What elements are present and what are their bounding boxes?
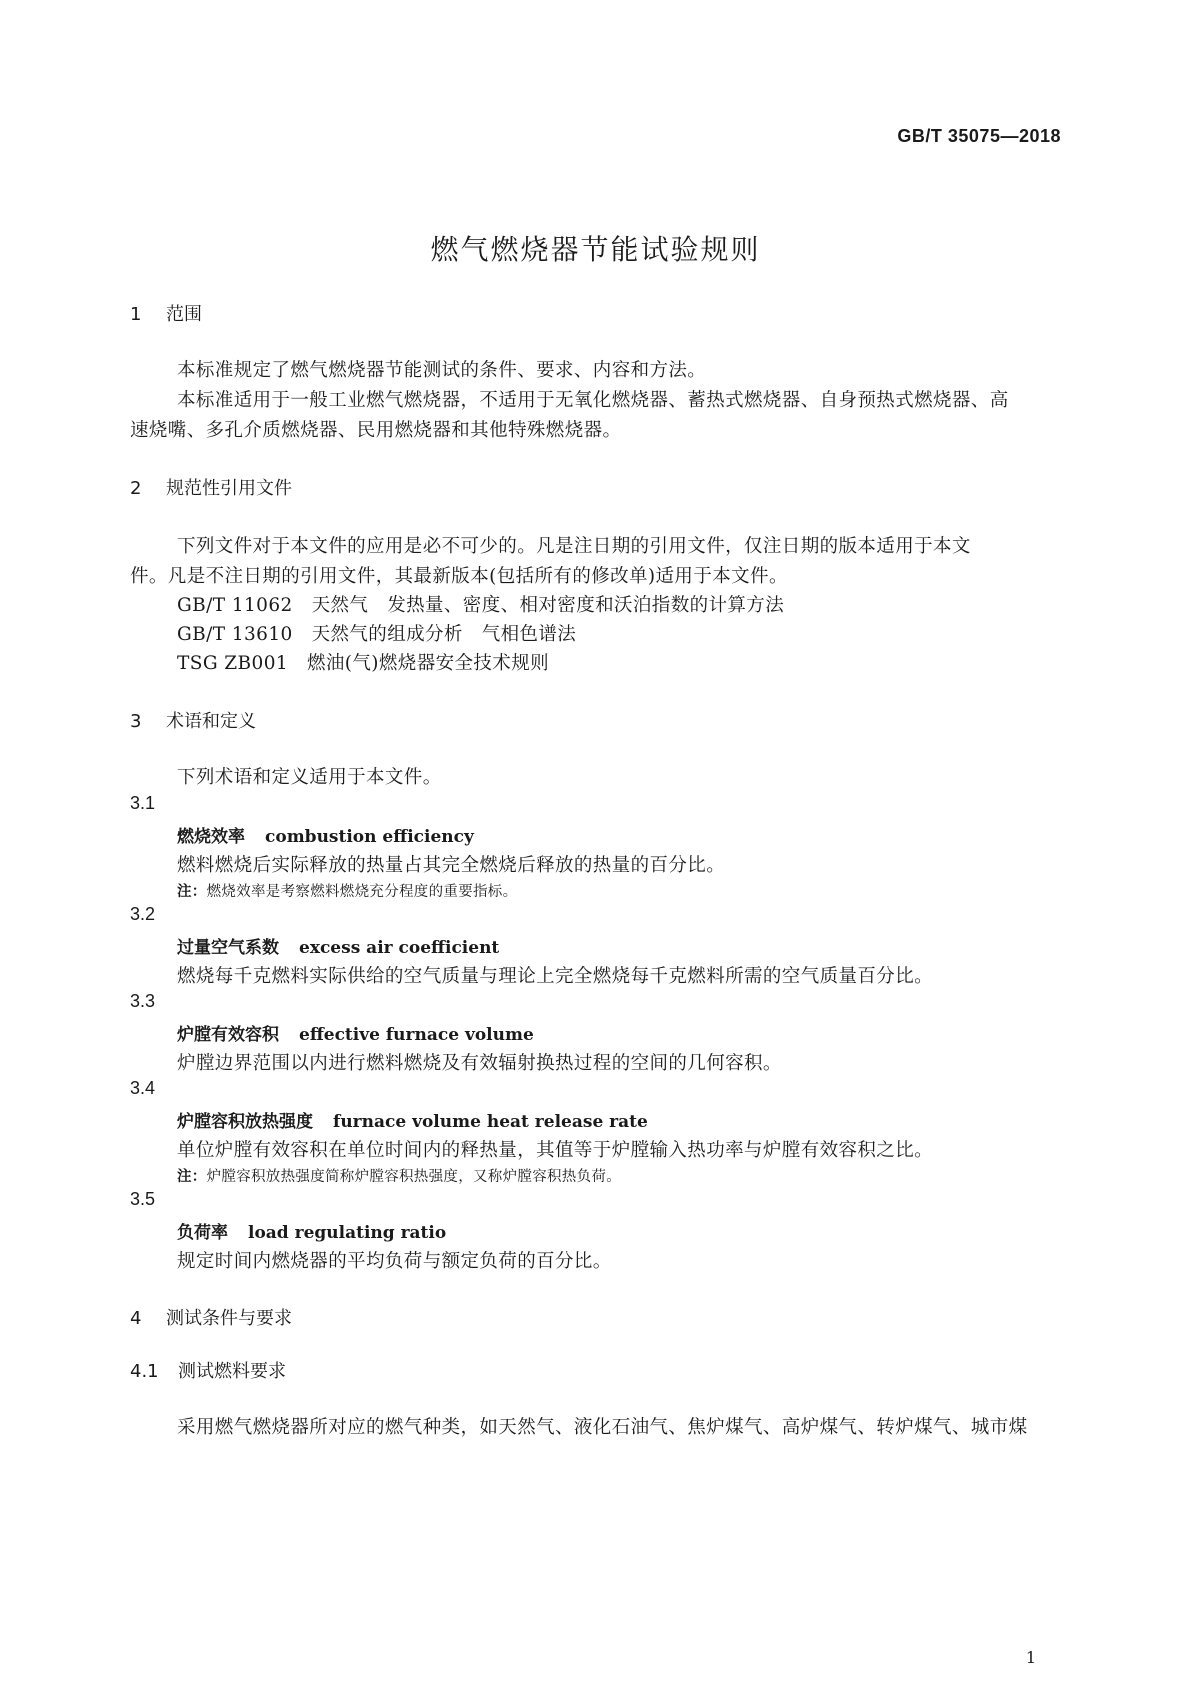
subsection-number: 4.1: [130, 1361, 159, 1382]
term-zh: 燃烧效率: [177, 827, 245, 847]
term-number: 3.1: [130, 793, 156, 813]
note-label: 注：: [177, 884, 207, 900]
section-4-heading: [130, 1304, 292, 1330]
term-note: [177, 1165, 621, 1186]
term-zh: 负荷率: [177, 1223, 228, 1243]
section-1-heading: [130, 300, 202, 326]
note-label: 注：: [177, 1169, 207, 1185]
note-text: 燃烧效率是考察燃料燃烧充分程度的重要指标。: [206, 884, 518, 900]
term-zh: 炉膛有效容积: [177, 1025, 279, 1045]
section-1-paragraph-2-line-2: 速烧嘴、多孔介质燃烧器、民用燃烧器和其他特殊燃烧器。: [130, 420, 622, 441]
term-number: 3.2: [130, 904, 156, 924]
section-2-heading: [130, 474, 292, 500]
term-heading: [177, 1218, 446, 1243]
term-number: 3.3: [130, 991, 156, 1011]
reference-title: 天然气的组成分析 气相色谱法: [311, 624, 577, 645]
section-3-heading: [130, 707, 256, 733]
standard-code: GB/T 35075—2018: [897, 126, 1061, 146]
subsection-title: 测试燃料要求: [178, 1361, 286, 1382]
term-en: effective furnace volume: [299, 1025, 534, 1045]
term-heading: [177, 822, 474, 847]
section-2-paragraph-line-1: 下列文件对于本文件的应用是必不可少的。凡是注日期的引用文件，仅注日期的版本适用于本文: [177, 536, 971, 557]
term-heading: [177, 933, 499, 958]
document-title: 燃气燃烧器节能试验规则: [430, 233, 761, 266]
reference-title: 天然气 发热量、密度、相对密度和沃泊指数的计算方法: [311, 595, 785, 616]
term-definition: 规定时间内燃烧器的平均负荷与额定负荷的百分比。: [177, 1251, 612, 1272]
section-number: 1: [130, 304, 142, 325]
term-heading: [177, 1020, 534, 1045]
page-number: 1: [1025, 1648, 1036, 1667]
term-number: 3.4: [130, 1078, 156, 1098]
section-title: 术语和定义: [166, 711, 256, 732]
term-definition: 炉膛边界范围以内进行燃料燃烧及有效辐射换热过程的空间的几何容积。: [177, 1053, 782, 1074]
section-1-paragraph-1: 本标准规定了燃气燃烧器节能测试的条件、要求、内容和方法。: [177, 360, 707, 381]
term-zh: 炉膛容积放热强度: [177, 1112, 313, 1132]
section-number: 2: [130, 478, 142, 499]
reference-code: GB/T 13610: [177, 624, 293, 645]
subsection-4-1-heading: [130, 1357, 286, 1383]
term-definition: 燃烧每千克燃料实际供给的空气质量与理论上完全燃烧每千克燃料所需的空气质量百分比。: [177, 966, 934, 987]
section-title: 规范性引用文件: [166, 478, 292, 499]
term-number: 3.5: [130, 1189, 156, 1209]
section-title: 测试条件与要求: [166, 1308, 292, 1329]
term-en: excess air coefficient: [299, 938, 500, 958]
term-definition: 燃料燃烧后实际释放的热量占其完全燃烧后释放的热量的百分比。: [177, 855, 726, 876]
term-definition: 单位炉膛有效容积在单位时间内的释热量，其值等于炉膛输入热功率与炉膛有效容积之比。: [177, 1140, 934, 1161]
term-zh: 过量空气系数: [177, 938, 279, 958]
term-en: load regulating ratio: [248, 1223, 447, 1243]
note-text: 炉膛容积放热强度简称炉膛容积热强度，又称炉膛容积热负荷。: [206, 1169, 622, 1185]
reference-code: TSG ZB001: [177, 653, 289, 674]
reference-title: 燃油(气)燃烧器安全技术规则: [306, 653, 549, 674]
normative-reference: [177, 649, 549, 675]
normative-reference: [177, 591, 784, 617]
section-3-intro: 下列术语和定义适用于本文件。: [177, 767, 442, 788]
section-1-paragraph-2-line-1: 本标准适用于一般工业燃气燃烧器，不适用于无氧化燃烧器、蓄热式燃烧器、自身预热式燃烧器、高: [177, 390, 1009, 411]
section-title: 范围: [166, 304, 202, 325]
section-number: 3: [130, 711, 142, 732]
term-note: [177, 880, 517, 901]
normative-reference: [177, 620, 576, 646]
term-heading: [177, 1107, 648, 1132]
term-en: furnace volume heat release rate: [333, 1112, 648, 1132]
reference-code: GB/T 11062: [177, 595, 293, 616]
section-number: 4: [130, 1308, 142, 1329]
subsection-4-1-paragraph: 采用燃气燃烧器所对应的燃气种类，如天然气、液化石油气、焦炉煤气、高炉煤气、转炉煤气、城市煤: [177, 1417, 1028, 1438]
section-2-paragraph-line-2: 件。凡是不注日期的引用文件，其最新版本(包括所有的修改单)适用于本文件。: [130, 566, 788, 587]
term-en: combustion efficiency: [265, 827, 474, 847]
